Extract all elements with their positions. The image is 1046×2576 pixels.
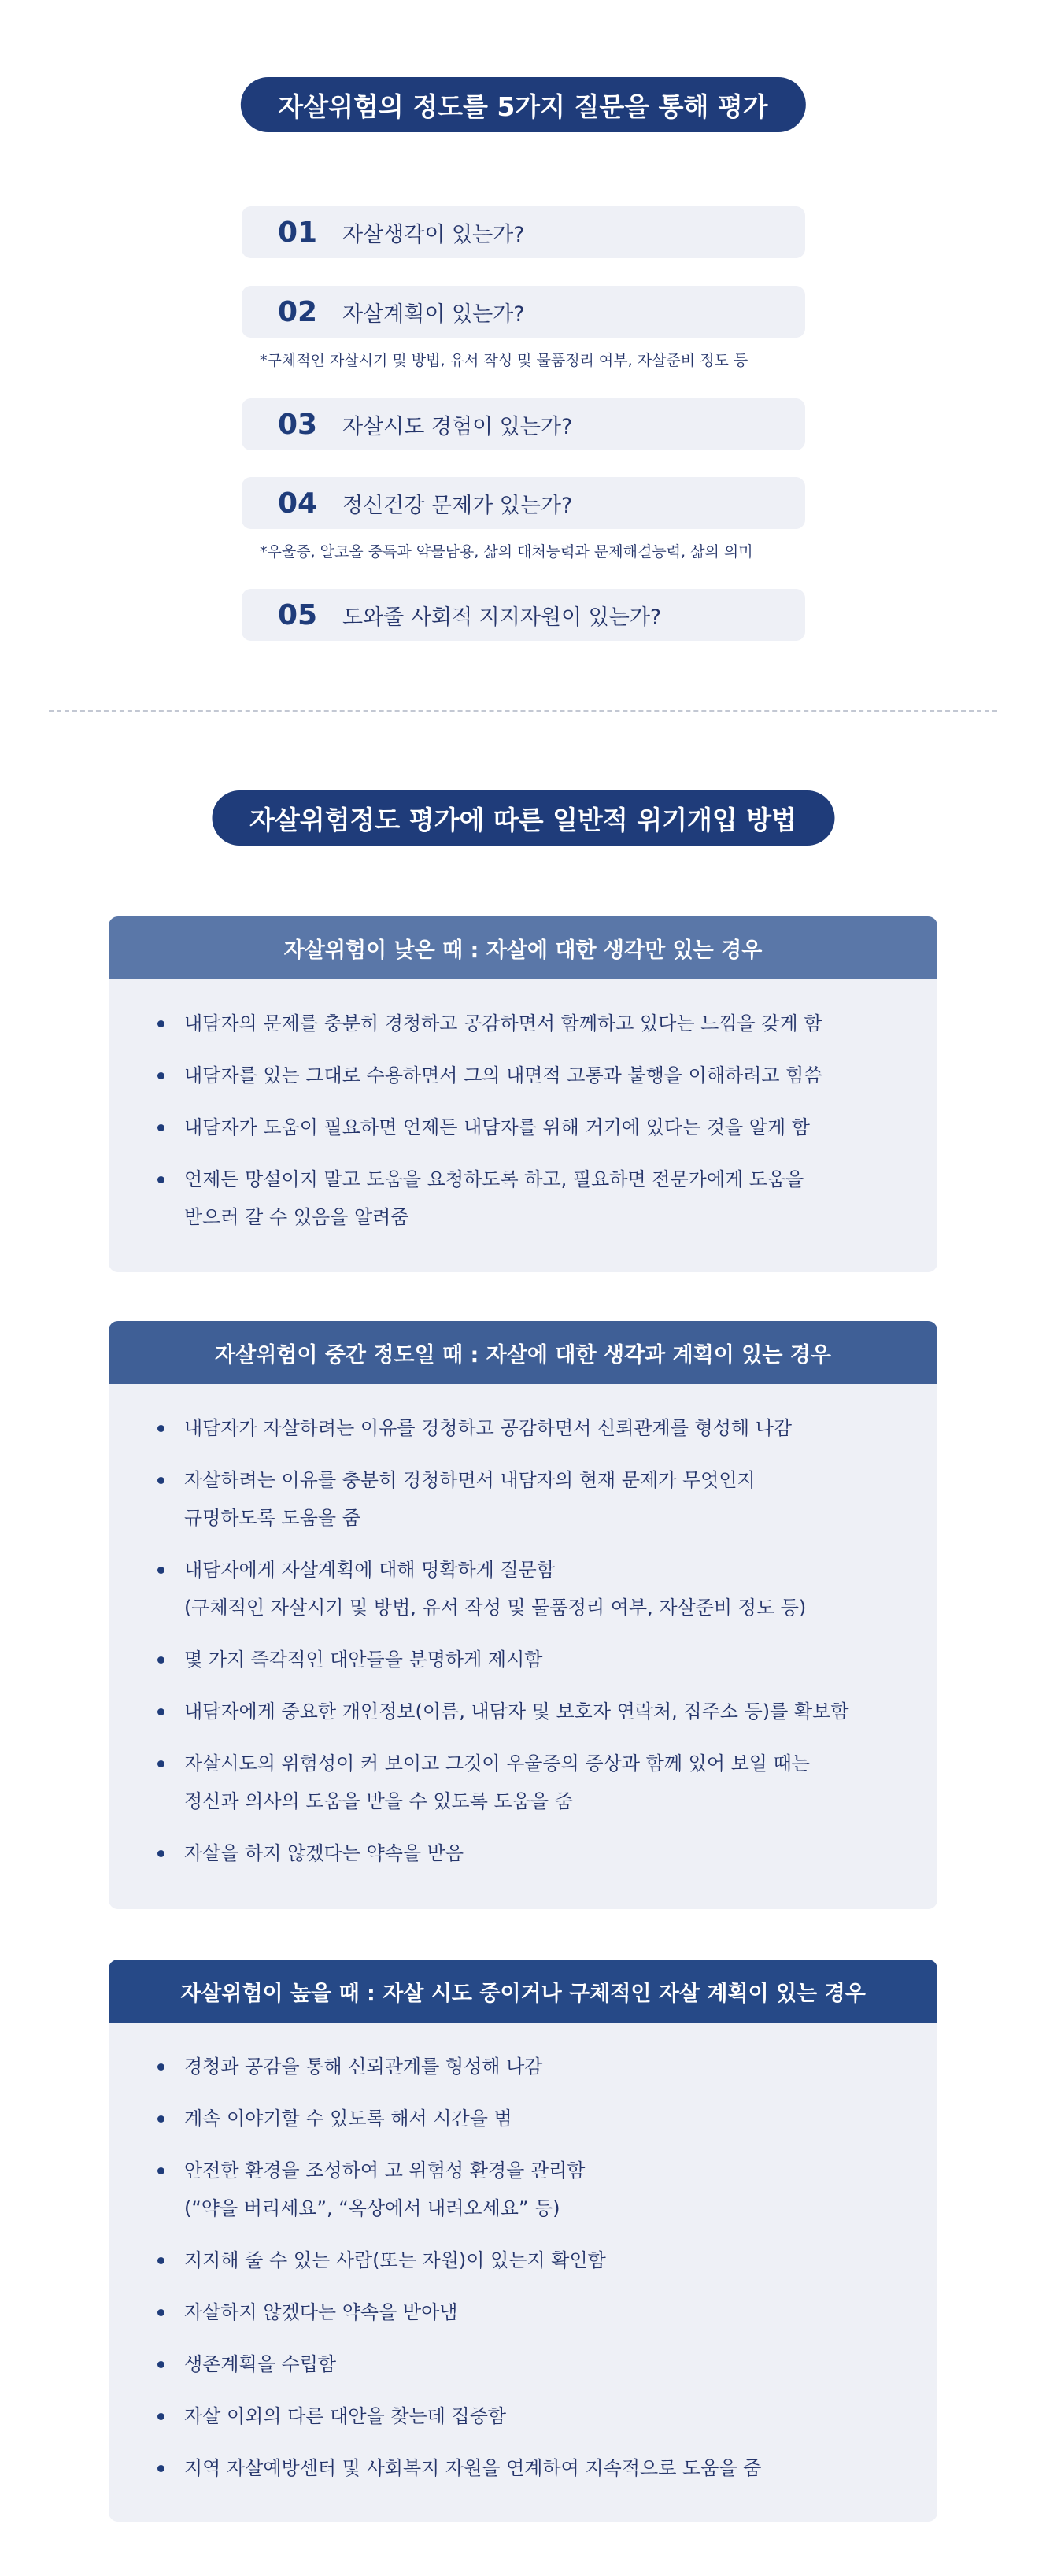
list-item (151, 2345, 906, 2383)
question-2 (242, 286, 805, 338)
item-text: 생존계획을 수립함 (184, 2353, 337, 2375)
bullet-icon (157, 1708, 164, 1715)
item-text: 내담자가 자살하려는 이유를 경청하고 공감하면서 신뢰관계를 형성해 나감 (184, 1417, 793, 1439)
item-text: 자살 이외의 다른 대안을 찾는데 집중함 (184, 2405, 507, 2427)
list-item (151, 2397, 906, 2435)
list-item (151, 1005, 906, 1042)
item-text: 자살을 하지 않겠다는 약속을 받음 (184, 1842, 464, 1864)
item-text-continued: 규명하도록 도움을 줌 (184, 1507, 360, 1529)
list-item (151, 1461, 906, 1537)
item-text: 내담자에게 중요한 개인정보(이름, 내담자 및 보호자 연락처, 집주소 등)를 확보함 (184, 1701, 849, 1723)
risk-medium-header: 자살위험이 중간 정도일 때 : 자살에 대한 생각과 계획이 있는 경우 (109, 1321, 937, 1384)
bullet-icon (157, 1176, 164, 1183)
item-text: 자살하지 않겠다는 약속을 받아냄 (184, 2301, 458, 2323)
bullet-icon (157, 2465, 164, 2472)
list-item (151, 2449, 906, 2487)
risk-low-header: 자살위험이 낮은 때 : 자살에 대한 생각만 있는 경우 (109, 916, 937, 979)
list-item (151, 1057, 906, 1094)
bullet-icon (157, 1020, 164, 1027)
list-item (151, 1641, 906, 1678)
list-item (151, 1108, 906, 1146)
question-4 (242, 477, 805, 529)
item-text: 지지해 줄 수 있는 사람(또는 자원)이 있는지 확인함 (184, 2249, 606, 2271)
question-number: 01 (278, 216, 318, 249)
section1-title: 자살위험의 정도를 5가지 질문을 통해 평가 (240, 77, 805, 132)
bullet-icon (157, 2257, 164, 2264)
item-text-continued: (구체적인 자살시기 및 방법, 유서 작성 및 물품정리 여부, 자살준비 정도 등) (184, 1597, 807, 1619)
risk-high-list (109, 2023, 937, 2487)
risk-low-list (109, 979, 937, 1236)
list-item (151, 1745, 906, 1820)
item-text: 내담자를 있는 그대로 수용하면서 그의 내면적 고통과 불행을 이해하려고 힘씀 (184, 1064, 822, 1086)
bullet-icon (157, 2167, 164, 2174)
bullet-icon (157, 1850, 164, 1857)
risk-medium-list (109, 1384, 937, 1872)
question-2-note: *구체적인 자살시기 및 방법, 유서 작성 및 물품정리 여부, 자살준비 정도 등 (260, 352, 748, 369)
bullet-icon (157, 2361, 164, 2368)
item-text-continued: (“약을 버리세요”, “옥상에서 내려오세요” 등) (184, 2197, 560, 2219)
question-text: 자살생각이 있는가? (342, 222, 525, 247)
item-text: 경청과 공감을 통해 신뢰관계를 형성해 나감 (184, 2056, 543, 2078)
list-item (151, 2048, 906, 2086)
list-item (151, 1409, 906, 1447)
list-item (151, 1160, 906, 1236)
question-text: 정신건강 문제가 있는가? (342, 493, 573, 518)
item-text: 안전한 환경을 조성하여 고 위험성 환경을 관리함 (184, 2160, 586, 2182)
item-text-continued: 받으러 갈 수 있음을 알려줌 (184, 1206, 409, 1228)
question-4-note: *우울증, 알코올 중독과 약물남용, 삶의 대처능력과 문제해결능력, 삶의 의미 (260, 543, 753, 561)
question-text: 자살시도 경험이 있는가? (342, 414, 573, 439)
item-text: 내담자의 문제를 충분히 경청하고 공감하면서 함께하고 있다는 느낌을 갖게 함 (184, 1012, 822, 1034)
question-number: 03 (278, 408, 318, 441)
list-item (151, 2293, 906, 2331)
list-item (151, 1693, 906, 1730)
item-text: 계속 이야기할 수 있도록 해서 시간을 범 (184, 2108, 512, 2130)
bullet-icon (157, 1477, 164, 1484)
bullet-icon (157, 2309, 164, 2316)
question-1 (242, 206, 805, 258)
bullet-icon (157, 1124, 164, 1131)
risk-low-card (109, 916, 937, 1272)
question-number: 04 (278, 487, 318, 520)
bullet-icon (157, 1072, 164, 1079)
item-text: 내담자가 도움이 필요하면 언제든 내담자를 위해 거기에 있다는 것을 알게 함 (184, 1116, 810, 1138)
list-item (151, 2100, 906, 2137)
question-number: 05 (278, 598, 318, 631)
item-text: 몇 가지 즉각적인 대안들을 분명하게 제시함 (184, 1649, 543, 1671)
question-5 (242, 589, 805, 641)
question-number: 02 (278, 295, 318, 328)
risk-high-card (109, 1960, 937, 2522)
bullet-icon (157, 2413, 164, 2420)
question-text: 자살계획이 있는가? (342, 302, 525, 327)
section2-title: 자살위험정도 평가에 따른 일반적 위기개입 방법 (212, 790, 834, 846)
risk-high-header: 자살위험이 높을 때 : 자살 시도 중이거나 구체적인 자살 계획이 있는 경우 (109, 1960, 937, 2023)
bullet-icon (157, 1567, 164, 1574)
item-text: 언제든 망설이지 말고 도움을 요청하도록 하고, 필요하면 전문가에게 도움을 (184, 1168, 804, 1190)
question-3 (242, 398, 805, 450)
list-item (151, 1551, 906, 1627)
item-text-continued: 정신과 의사의 도움을 받을 수 있도록 도움을 줌 (184, 1790, 573, 1812)
list-item (151, 2241, 906, 2279)
section-divider (49, 710, 997, 712)
bullet-icon (157, 2115, 164, 2123)
list-item (151, 2152, 906, 2227)
item-text: 자살하려는 이유를 충분히 경청하면서 내담자의 현재 문제가 무엇인지 (184, 1469, 756, 1491)
question-text: 도와줄 사회적 지지자원이 있는가? (342, 605, 662, 630)
item-text: 자살시도의 위험성이 커 보이고 그것이 우울증의 증상과 함께 있어 보일 때는 (184, 1752, 810, 1775)
bullet-icon (157, 2063, 164, 2071)
bullet-icon (157, 1425, 164, 1432)
bullet-icon (157, 1760, 164, 1767)
list-item (151, 1834, 906, 1872)
risk-medium-card (109, 1321, 937, 1909)
bullet-icon (157, 1656, 164, 1664)
item-text: 내담자에게 자살계획에 대해 명확하게 질문함 (184, 1559, 556, 1581)
item-text: 지역 자살예방센터 및 사회복지 자원을 연계하여 지속적으로 도움을 줌 (184, 2457, 762, 2479)
